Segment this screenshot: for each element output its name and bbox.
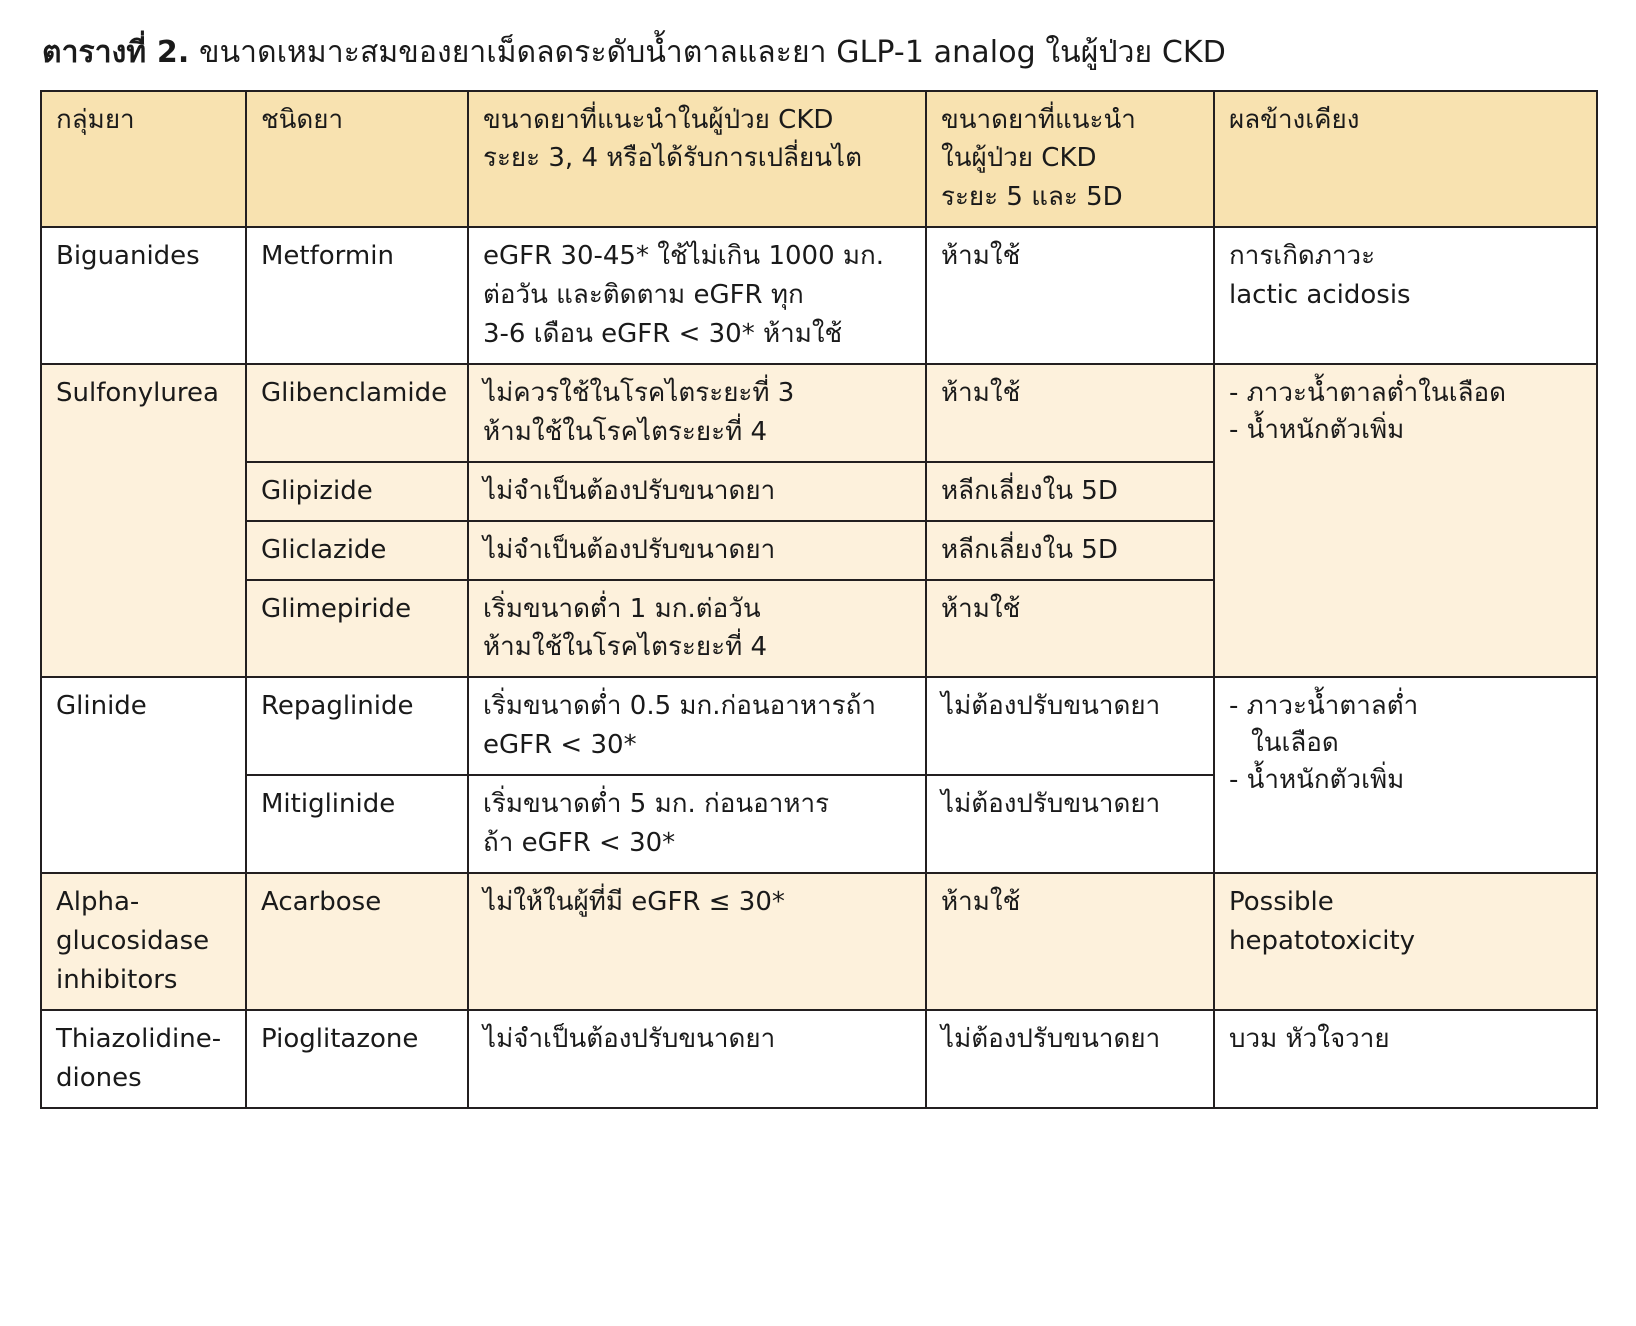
- cell-dose-ckd-3-4: [468, 580, 926, 678]
- table-header: [41, 91, 1597, 228]
- table-header-row: [41, 91, 1597, 228]
- cell-drug-name: Mitiglinide: [246, 775, 468, 873]
- dose-line: เริ่มขนาดต่ำ 0.5 มก.ก่อนอาหารถ้า: [483, 691, 876, 722]
- cell-drug-class: Biguanides: [41, 227, 246, 364]
- dose-line: เริ่มขนาดต่ำ 1 มก.ต่อวัน: [483, 593, 761, 624]
- cell-dose-ckd-3-4: ไม่จำเป็นต้องปรับขนาดยา: [468, 462, 926, 521]
- table-caption-label: ตารางที่ 2.: [42, 35, 190, 70]
- cell-drug-class: [41, 1010, 246, 1108]
- cell-dose-ckd-3-4: [468, 677, 926, 775]
- table-caption: [42, 34, 1596, 72]
- dose-line: eGFR 30-45* ใช้ไม่เกิน 1000 มก.: [483, 241, 885, 272]
- cell-dose-ckd-5: ห้ามใช้: [926, 227, 1214, 364]
- cell-dose-ckd-3-4: ไม่ให้ในผู้ที่มี eGFR ≤ 30*: [468, 873, 926, 1010]
- drug-class-line: Alpha-: [56, 887, 140, 917]
- side-effect-line: hepatotoxicity: [1229, 925, 1416, 956]
- drug-class-line: inhibitors: [56, 964, 178, 995]
- table-row: [41, 873, 1597, 1010]
- cell-dose-ckd-5: ไม่ต้องปรับขนาดยา: [926, 1010, 1214, 1108]
- table-caption-text: ขนาดเหมาะสมของยาเม็ดลดระดับน้ำตาลและยา GLP-1 analog ในผู้ป่วย CKD: [189, 35, 1226, 70]
- cell-side-effects: [1214, 227, 1597, 364]
- cell-dose-ckd-5: ไม่ต้องปรับขนาดยา: [926, 775, 1214, 873]
- side-effect-line: Possible: [1229, 887, 1334, 917]
- cell-side-effects: บวม หัวใจวาย: [1214, 1010, 1597, 1108]
- cell-drug-class: Sulfonylurea: [41, 364, 246, 677]
- dose-line: ห้ามใช้ในโรคไตระยะที่ 4: [483, 632, 768, 663]
- table-row: [41, 227, 1597, 364]
- header-drug-name: ชนิดยา: [246, 91, 468, 228]
- side-effect-line: - น้ำหนักตัวเพิ่ม: [1229, 414, 1405, 445]
- side-effect-line: - ภาวะน้ำตาลต่ำ: [1229, 691, 1419, 722]
- drug-dosing-table: [40, 90, 1598, 1109]
- header-dose-ckd-3-4-line1: ขนาดยาที่แนะนำในผู้ป่วย CKD: [483, 104, 834, 135]
- cell-side-effects: [1214, 873, 1597, 1010]
- cell-drug-name: Pioglitazone: [246, 1010, 468, 1108]
- header-side-effects: ผลข้างเคียง: [1214, 91, 1597, 228]
- table-row: [41, 1010, 1597, 1108]
- side-effect-line: - น้ำหนักตัวเพิ่ม: [1229, 765, 1405, 796]
- dose-line: eGFR < 30*: [483, 730, 637, 761]
- side-effect-line: lactic acidosis: [1229, 280, 1411, 311]
- side-effect-line: การเกิดภาวะ: [1229, 241, 1376, 272]
- side-effect-line: - ภาวะน้ำตาลต่ำในเลือด: [1229, 377, 1507, 408]
- table-row: [41, 677, 1597, 775]
- header-dose-ckd-3-4: [468, 91, 926, 228]
- drug-class-line: diones: [56, 1062, 142, 1093]
- header-dose-ckd-5-line2: ในผู้ป่วย CKD: [941, 143, 1097, 174]
- dose-line: เริ่มขนาดต่ำ 5 มก. ก่อนอาหาร: [483, 789, 830, 820]
- header-dose-ckd-5-line3: ระยะ 5 และ 5D: [941, 182, 1123, 213]
- header-drug-class: กลุ่มยา: [41, 91, 246, 228]
- cell-drug-name: Glibenclamide: [246, 364, 468, 462]
- drug-class-line: Thiazolidine-: [56, 1023, 222, 1054]
- header-dose-ckd-5-line1: ขนาดยาที่แนะนำ: [941, 104, 1136, 135]
- cell-dose-ckd-3-4: [468, 364, 926, 462]
- cell-drug-class: [41, 873, 246, 1010]
- cell-dose-ckd-3-4: ไม่จำเป็นต้องปรับขนาดยา: [468, 521, 926, 580]
- header-dose-ckd-3-4-line2: ระยะ 3, 4 หรือได้รับการเปลี่ยนไต: [483, 143, 863, 174]
- cell-dose-ckd-3-4: [468, 227, 926, 364]
- cell-side-effects: [1214, 677, 1597, 873]
- cell-drug-name: Repaglinide: [246, 677, 468, 775]
- cell-dose-ckd-5: ไม่ต้องปรับขนาดยา: [926, 677, 1214, 775]
- cell-side-effects: [1214, 364, 1597, 677]
- cell-dose-ckd-5: ห้ามใช้: [926, 364, 1214, 462]
- side-effect-line: ในเลือด: [1251, 728, 1339, 759]
- dose-line: ต่อวัน และติดตาม eGFR ทุก: [483, 280, 804, 311]
- cell-drug-name: Glipizide: [246, 462, 468, 521]
- cell-dose-ckd-5: หลีกเลี่ยงใน 5D: [926, 521, 1214, 580]
- cell-dose-ckd-3-4: [468, 775, 926, 873]
- cell-drug-name: Metformin: [246, 227, 468, 364]
- cell-drug-name: Gliclazide: [246, 521, 468, 580]
- dose-line: ไม่ควรใช้ในโรคไตระยะที่ 3: [483, 377, 795, 408]
- cell-drug-name: Acarbose: [246, 873, 468, 1010]
- cell-dose-ckd-5: ห้ามใช้: [926, 873, 1214, 1010]
- table-body: [41, 227, 1597, 1107]
- dose-line: 3-6 เดือน eGFR < 30* ห้ามใช้: [483, 319, 843, 350]
- cell-drug-name: Glimepiride: [246, 580, 468, 678]
- cell-dose-ckd-5: ห้ามใช้: [926, 580, 1214, 678]
- dose-line: ห้ามใช้ในโรคไตระยะที่ 4: [483, 416, 768, 447]
- table-row: [41, 364, 1597, 462]
- header-dose-ckd-5: [926, 91, 1214, 228]
- cell-dose-ckd-3-4: ไม่จำเป็นต้องปรับขนาดยา: [468, 1010, 926, 1108]
- cell-drug-class: Glinide: [41, 677, 246, 873]
- dose-line: ถ้า eGFR < 30*: [483, 828, 676, 859]
- cell-dose-ckd-5: หลีกเลี่ยงใน 5D: [926, 462, 1214, 521]
- drug-class-line: glucosidase: [56, 925, 210, 956]
